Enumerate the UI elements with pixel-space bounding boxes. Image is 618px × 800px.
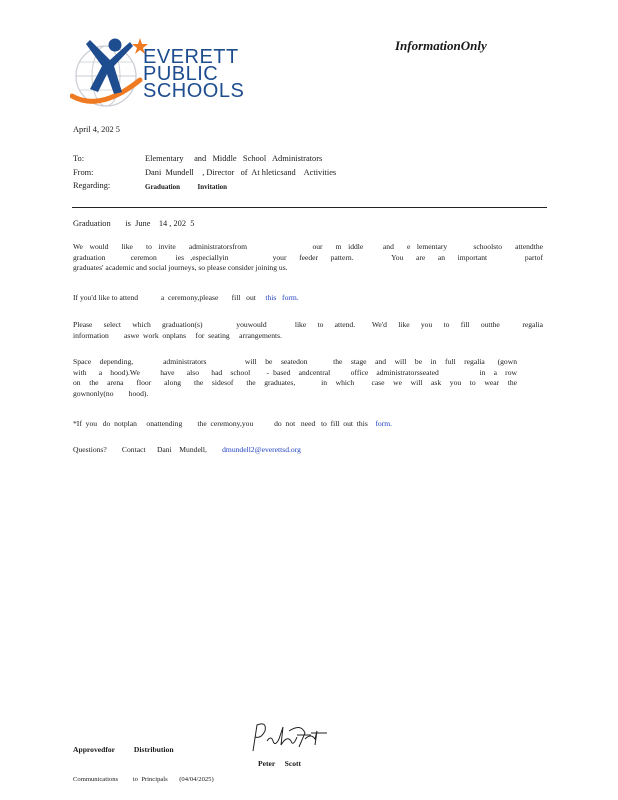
district-logo-text <box>143 46 245 102</box>
paragraph-line: Please select which graduation(s) youwould like to attend. We'd like you to fill outthe regalia <box>73 320 543 329</box>
distribution-note: Communications to Principals (04/04/2025) <box>73 776 214 783</box>
logo-line-3: SCHOOLS <box>143 80 245 102</box>
paragraph-line: with a hood).We have also had school - based andcentral office administratorsseated in a row <box>73 367 517 377</box>
memo-date: April 4, 202 5 <box>73 125 120 134</box>
district-logo-mark <box>70 34 150 114</box>
paragraph-not-attending <box>73 419 392 430</box>
paragraph-line: on the arena floor along the sidesof the graduates, in which case we will ask you to wear the <box>73 378 517 387</box>
paragraph-line: graduates' academic and social journeys, so please consider joining us. <box>73 263 288 272</box>
questions-text: Questions? Contact Dani Mundell, <box>73 445 207 454</box>
paragraph-line: graduation ceremon ies ,especiallyin your feeder pattern. You are an important partof <box>73 252 543 262</box>
paragraph-attend <box>73 293 299 304</box>
logo-line-1: EVERETT <box>143 46 239 68</box>
paragraph-seating <box>73 357 517 399</box>
contact-email-link[interactable]: dmundell2@everettsd.org <box>222 445 301 454</box>
not-attending-form-link[interactable]: form. <box>375 419 393 428</box>
information-only-badge: InformationOnly <box>395 38 487 53</box>
graduation-date: Graduation is June 14 , 202 5 <box>73 219 195 228</box>
regarding-value: Graduation Invitation <box>145 183 228 191</box>
attend-form-link[interactable]: this form. <box>265 293 299 302</box>
paragraph-invitation <box>73 242 543 274</box>
questions-line <box>73 445 301 456</box>
from-value: Dani Mundell , Director of At hleticsand Activities <box>145 168 337 177</box>
regarding-label: Regarding: <box>73 181 111 190</box>
approval-label: Approvedfor Distribution <box>73 745 174 754</box>
paragraph-line: We would like to invite administratorsfrom our m iddle and e lementary schoolsto attendthe <box>73 242 543 251</box>
logo-line-2: PUBLIC <box>143 63 219 85</box>
not-attending-text: *If you do notplan onattending the ceremony,you do not need to fill out this <box>73 419 368 428</box>
to-label: To: <box>73 154 85 163</box>
paragraph-line: information aswe work onplans for seating arrangements. <box>73 330 282 340</box>
to-value: Elementary and Middle School Administrators <box>145 154 323 163</box>
paragraph-line: Space depending, administrators will be seatedon the stage and will be in full regalia (gown <box>73 357 517 366</box>
signer-name: Peter Scott <box>258 759 302 768</box>
paragraph-line: gownonly(no hood). <box>73 388 149 398</box>
header-divider <box>72 207 547 208</box>
from-label: From: <box>73 168 94 177</box>
attend-text: If you'd like to attend a ceremony,please fill out <box>73 293 256 302</box>
signature <box>245 721 330 755</box>
paragraph-regalia <box>73 320 543 341</box>
